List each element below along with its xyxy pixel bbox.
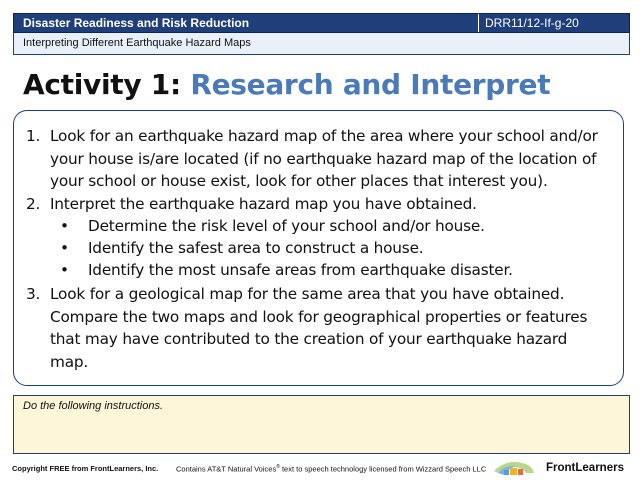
text-line: Interpret the earthquake hazard map you have obtained. bbox=[50, 195, 477, 213]
voices-prefix: Contains AT&T Natural Voices bbox=[176, 464, 277, 474]
activity-number: Activity 1: bbox=[23, 68, 181, 101]
logo-text: FrontLearners bbox=[546, 462, 624, 474]
lesson-code: DRR11/12-If-g-20 bbox=[485, 16, 579, 30]
text-line: that may have contributed to the creation of your earthquake hazard bbox=[50, 330, 568, 348]
bullet-text: Identify the most unsafe areas from earthquake disaster. bbox=[88, 261, 513, 279]
text-line: Look for a geological map for the same area that you have obtained. bbox=[50, 285, 565, 303]
lesson-code-box bbox=[478, 14, 629, 32]
bullet-text: Identify the safest area to construct a house. bbox=[88, 239, 424, 257]
instructions-text: Do the following instructions. bbox=[23, 400, 164, 412]
header-bar bbox=[13, 13, 630, 33]
list-marker: 1. bbox=[26, 127, 41, 145]
footer-copyright: Copyright FREE from FrontLearners, Inc. bbox=[12, 464, 159, 473]
bullet-dot: • bbox=[60, 261, 69, 279]
text-line: your house is/are located (if no earthquake hazard map of the location of bbox=[50, 149, 597, 168]
text-line: Look for an earthquake hazard map of the area where your school and/or bbox=[50, 127, 598, 145]
footer-voices-notice bbox=[176, 464, 486, 474]
lesson-subtitle: Interpreting Different Earthquake Hazard Maps bbox=[23, 37, 251, 49]
bullet-dot: • bbox=[60, 239, 69, 257]
instructions-box bbox=[13, 395, 630, 454]
activity-name: Research and Interpret bbox=[190, 68, 551, 101]
list-item-text bbox=[50, 283, 620, 373]
bullet-text: Determine the risk level of your school and/or house. bbox=[88, 217, 485, 235]
course-title: Disaster Readiness and Risk Reduction bbox=[23, 16, 250, 30]
activity-content-box bbox=[13, 110, 624, 386]
text-line: your school or house exist, look for other places that interest you). bbox=[50, 172, 548, 190]
frontlearners-logo-icon bbox=[492, 457, 536, 477]
bullet-dot: • bbox=[60, 217, 69, 235]
registered-mark: ® bbox=[276, 464, 280, 470]
list-marker: 2. bbox=[26, 195, 41, 213]
subtitle-bar bbox=[13, 33, 630, 55]
list-marker: 3. bbox=[26, 285, 41, 303]
text-line: Compare the two maps and look for geographical properties or features bbox=[50, 307, 588, 326]
list-item-text bbox=[50, 193, 620, 216]
activity-heading bbox=[23, 68, 550, 101]
text-line: map. bbox=[50, 352, 89, 371]
list-item-text bbox=[50, 125, 620, 193]
voices-suffix: text to speech technology licensed from Wizzard Speech LLC bbox=[279, 464, 487, 474]
